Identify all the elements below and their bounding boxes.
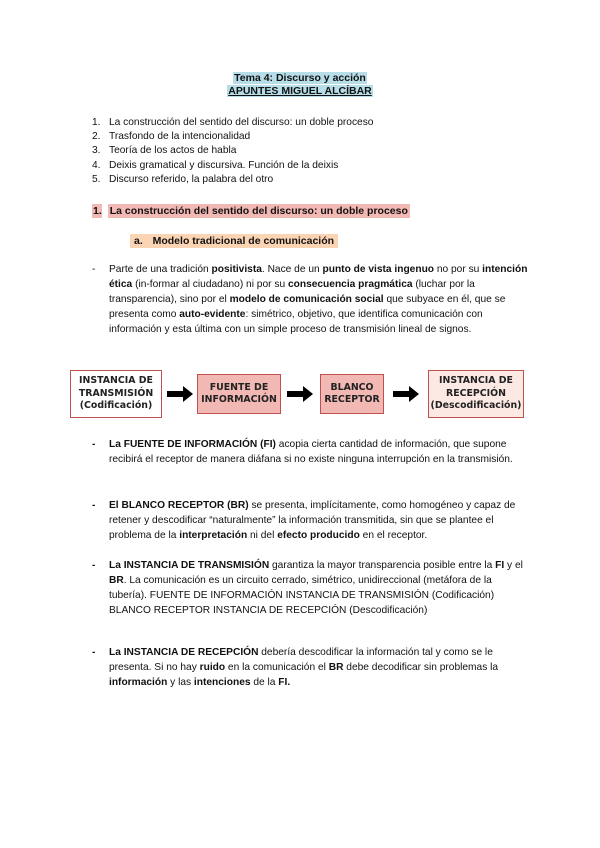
- toc-item: 3. Teoría de los actos de habla: [92, 145, 237, 157]
- communication-diagram: [70, 368, 530, 420]
- toc-item: 1. La construcción del sentido del discurso: un doble proceso: [92, 117, 374, 128]
- arrow-right-icon: [166, 384, 194, 404]
- bullet-fuente-informacion: - La FUENTE DE INFORMACIÓN (FI) acopia cierta cantidad de información, que supone recibirá el receptor de manera diáfana si no existe ninguna interrupción en la transmisión.: [92, 439, 513, 465]
- toc-item: 2. Trasfondo de la intencionalidad: [92, 131, 251, 143]
- paragraph-intro: - Parte de una tradición positivista. Nace de un punto de vista ingenuo no por su intención ética (in-formar al ciudadano) ni por su consecuencia pragmática (luchar por la transparencia), sino por el modelo de comunicación social que subyace en él, que se presenta como auto-evidente: simétrico, objetivo, que identifica comunicación con información y esta última con un simple proceso de transmisión lineal de signos.: [92, 264, 528, 335]
- toc-item: 4. Deixis gramatical y discursiva. Función de la deixis: [92, 159, 339, 171]
- table-of-contents: [92, 116, 552, 187]
- bullet-blanco-receptor: - El BLANCO RECEPTOR (BR) se presenta, implícitamente, como homogéneo y capaz de retener y descodificar “naturalmente” la información transmitida, sin que se plantee el problema de la interpretación ni del efecto producido en el receptor.: [92, 500, 516, 541]
- box-instancia-recepcion: INSTANCIA DE RECEPCIÓN (Descodificación): [428, 370, 524, 418]
- section-heading: 1. La construcción del sentido del discurso: un doble proceso: [93, 205, 408, 217]
- subsection-heading: a. Modelo tradicional de comunicación: [130, 235, 338, 247]
- page-title: Tema 4: Discurso y acción: [234, 72, 366, 84]
- bullet-instancia-transmision: - La INSTANCIA DE TRANSMISIÓN garantiza la mayor transparencia posible entre la FI y el BR. La comunicación es un circuito cerrado, simétrico, unidireccional (metáfora de la tubería). FUENTE DE INFORMACIÓN INSTANCIA DE TRANSMISIÓN (Codificación) BLANCO RECEPTOR INSTANCIA DE RECEPCIÓN (Descodificación): [92, 560, 523, 616]
- box-instancia-transmision: INSTANCIA DE TRANSMISIÓN (Codificación): [70, 370, 162, 418]
- title-block: [0, 72, 600, 98]
- arrow-right-icon: [392, 384, 420, 404]
- arrow-right-icon: [286, 384, 314, 404]
- bullet-instancia-recepcion: - La INSTANCIA DE RECEPCIÓN debería descodificar la información tal y como se le presenta. Si no hay ruido en la comunicación el BR debe decodificar sin problemas la información y las intenciones de la FI.: [92, 647, 499, 688]
- box-fuente-informacion: FUENTE DE INFORMACIÓN: [197, 374, 281, 414]
- page-subtitle: APUNTES MIGUEL ALCÍBAR: [228, 85, 372, 97]
- toc-item: 5. Discurso referido, la palabra del otro: [92, 173, 274, 185]
- box-blanco-receptor: BLANCO RECEPTOR: [320, 374, 384, 414]
